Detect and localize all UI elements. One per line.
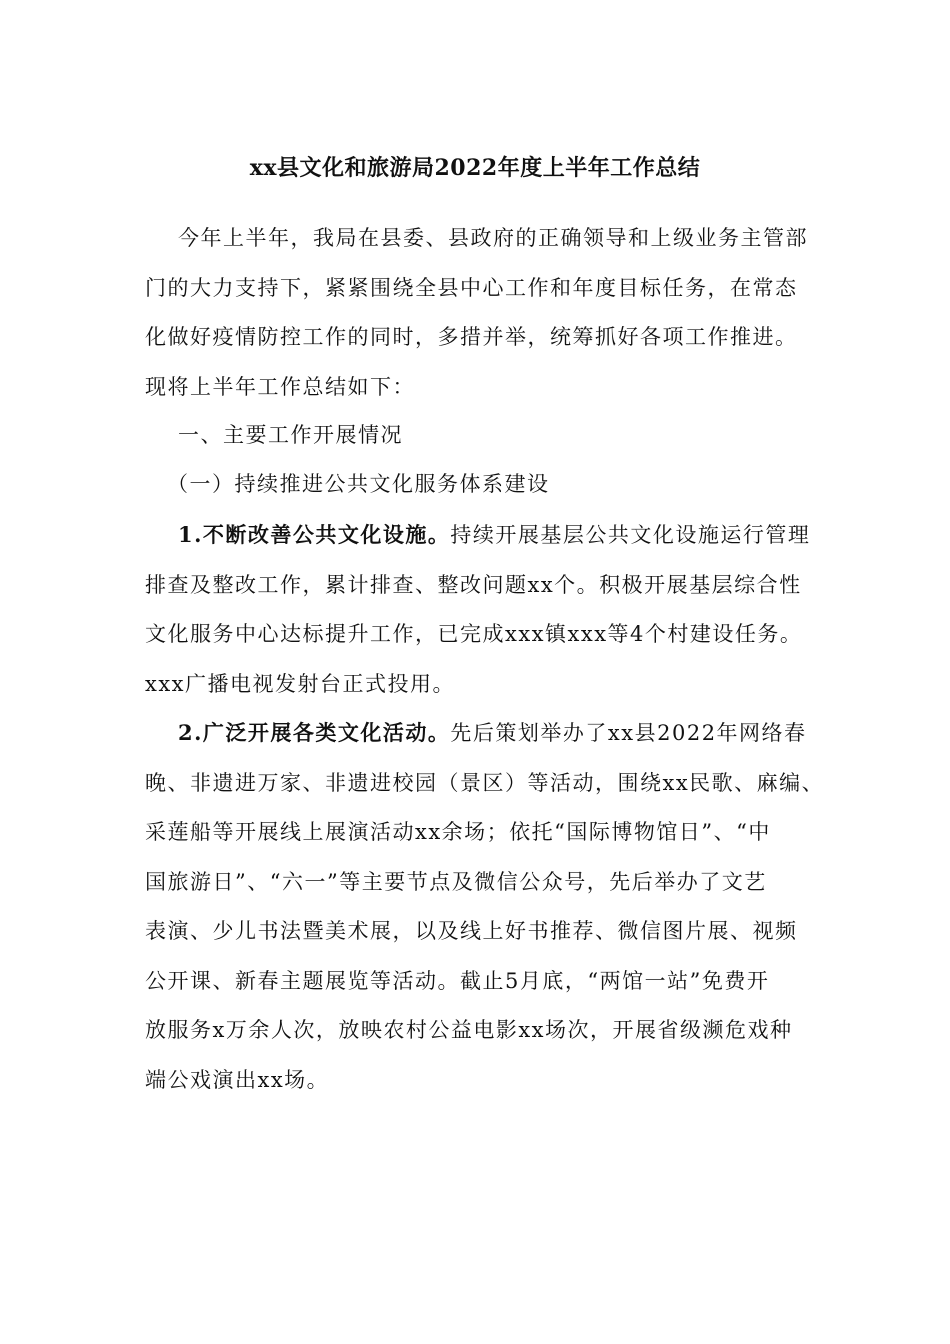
item2-line: 表演、少儿书法暨美术展，以及线上好书推荐、微信图片展、视频 (145, 919, 798, 943)
section-heading (145, 411, 825, 461)
item2-paragraph (145, 708, 825, 1105)
item1-line: xxx广播电视发射台正式投用。 (145, 671, 456, 696)
item1-line: 排查及整改工作，累计排查、整改问题xx个。积极开展基层综合性 (145, 572, 802, 597)
item1-paragraph (145, 510, 825, 709)
item2-line: 公开课、新春主题展览等活动。截止5月底，“两馆一站”免费开 (145, 968, 770, 993)
item2-first-line (145, 708, 825, 759)
item2-line: 国旅游日”、“六一”等主要节点及微信公众号，先后举办了文艺 (145, 869, 767, 894)
item2-first-line-text: 先后策划举办了xx县2022年网络春 (450, 721, 807, 745)
document-title: xx县文化和旅游局2022年度上半年工作总结 (249, 155, 701, 181)
item2-line: 端公戏演出xx场。 (145, 1067, 330, 1092)
item1-first-line-text: 持续开展基层公共文化设施运行管理 (450, 523, 811, 547)
item1-heading: 1.不断改善公共文化设施。 (178, 522, 451, 547)
intro-paragraph (145, 214, 825, 412)
intro-line: 现将上半年工作总结如下： (145, 374, 415, 399)
intro-line: 今年上半年，我局在县委、县政府的正确领导和上级业务主管部 (178, 226, 808, 250)
intro-line: 化做好疫情防控工作的同时，多措并举，统筹抓好各项工作推进。 (145, 325, 798, 349)
item1-line: 文化服务中心达标提升工作，已完成xxx镇xxx等4个村建设任务。 (145, 622, 803, 646)
item2-line: 晚、非遗进万家、非遗进校园（景区）等活动，围绕xx民歌、麻编、 (145, 770, 825, 795)
subsection-heading (145, 460, 825, 510)
section-heading-text: 一、主要工作开展情况 (178, 423, 403, 447)
item2-line: 放服务x万余人次，放映农村公益电影xx场次，开展省级濒危戏种 (145, 1018, 793, 1042)
subsection-heading-text: （一）持续推进公共文化服务体系建设 (167, 472, 550, 496)
item1-first-line (145, 510, 825, 561)
intro-line: 门的大力支持下，紧紧围绕全县中心工作和年度目标任务，在常态 (145, 275, 798, 300)
item2-line: 采莲船等开展线上展演活动xx余场；依托“国际博物馆日”、“中 (145, 820, 771, 844)
item2-heading: 2.广泛开展各类文化活动。 (178, 720, 451, 745)
